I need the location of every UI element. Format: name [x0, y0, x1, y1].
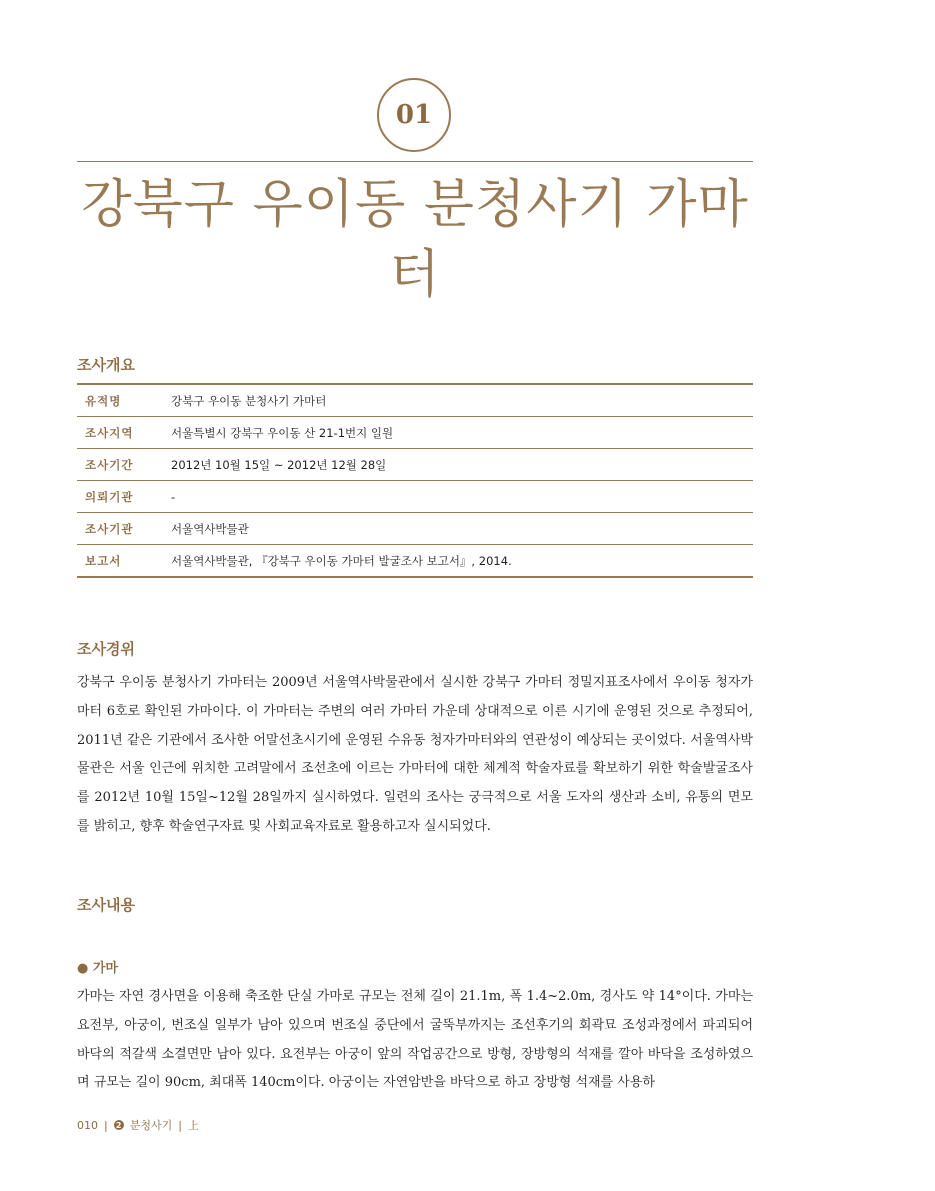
overview-heading: 조사개요 — [77, 356, 135, 374]
book-title: 분청사기 — [129, 1119, 173, 1132]
footer-separator: | — [104, 1118, 108, 1132]
page-number: 010 — [77, 1118, 98, 1132]
chapter-number-badge: 01 — [377, 78, 451, 152]
page-title: 강북구 우이동 분청사기 가마터 — [81, 175, 749, 305]
title-divider — [77, 161, 753, 162]
row-value: 서울역사박물관 — [167, 513, 753, 545]
footer-separator: | — [178, 1118, 182, 1132]
table-row — [77, 384, 753, 417]
row-label: 보고서 — [85, 553, 122, 568]
table-row — [77, 449, 753, 481]
table-row — [77, 513, 753, 545]
row-label: 조사기관 — [77, 513, 167, 545]
row-value: - — [167, 481, 753, 513]
row-label: 의뢰기관 — [77, 481, 167, 513]
volume-number-badge: 2 — [114, 1120, 124, 1130]
volume-label: 上 — [187, 1119, 199, 1132]
row-label: 유적명 — [77, 384, 167, 417]
row-value: 서울특별시 강북구 우이동 산 21-1번지 일원 — [167, 417, 753, 449]
row-label: 조사지역 — [77, 417, 167, 449]
table-row — [77, 481, 753, 513]
kiln-subheading: ● 가마 — [77, 961, 118, 976]
row-label: 조사기간 — [77, 449, 167, 481]
row-value: 강북구 우이동 분청사기 가마터 — [167, 384, 753, 417]
contents-heading: 조사내용 — [77, 896, 135, 914]
table-row — [77, 545, 753, 578]
row-value: 서울역사박물관, 『강북구 우이동 가마터 발굴조사 보고서』, 2014. — [171, 553, 512, 568]
kiln-paragraph: 가마는 자연 경사면을 이용해 축조한 단실 가마로 규모는 전체 길이 21.1m, 폭 1.4~2.0m, 경사도 약 14°이다. 가마는 요전부, 아궁이, 번조실 일부가 남아 있으며 번조실 중단에서 굴뚝부까지는 조선후기의 회곽묘 조성과정에서 파괴되어 바닥의 적갈색 소결면만 남아 있다. 요전부는 아궁이 앞의 작업공간으로 방형, 장방형의 석재를 깔아 바닥을 조성하였으며 규모는 길이 90cm, 최대폭 140cm이다. 아궁이는 자연암반을 바닥으로 하고 장방형 석재를 사용하 — [77, 989, 753, 1091]
background-paragraph: 강북구 우이동 분청사기 가마터는 2009년 서울역사박물관에서 실시한 강북구 가마터 정밀지표조사에서 우이동 청자가마터 6호로 확인된 가마이다. 이 가마터는 주변의 여러 가마터 가운데 상대적으로 이른 시기에 운영된 것으로 추정되어, 2011년 같은 기관에서 조사한 어말선초시기에 운영된 수유동 청자가마터와의 연관성이 예상되는 곳이었다. 서울역사박물관은 서울 인근에 위치한 고려말에서 조선초에 이르는 가마터에 대한 체계적 학술자료를 확보하기 위한 학술발굴조사를 2012년 10월 15일~12월 28일까지 실시하였다. 일련의 조사는 궁극적으로 서울 도자의 생산과 소비, 유통의 면모를 밝히고, 향후 학술연구자료 및 사회교육자료로 활용하고자 실시되었다. — [77, 675, 753, 834]
page-footer — [77, 1117, 199, 1133]
table-row — [77, 417, 753, 449]
row-value: 2012년 10월 15일 ~ 2012년 12월 28일 — [167, 449, 753, 481]
background-heading: 조사경위 — [77, 640, 135, 658]
overview-table — [77, 383, 753, 578]
